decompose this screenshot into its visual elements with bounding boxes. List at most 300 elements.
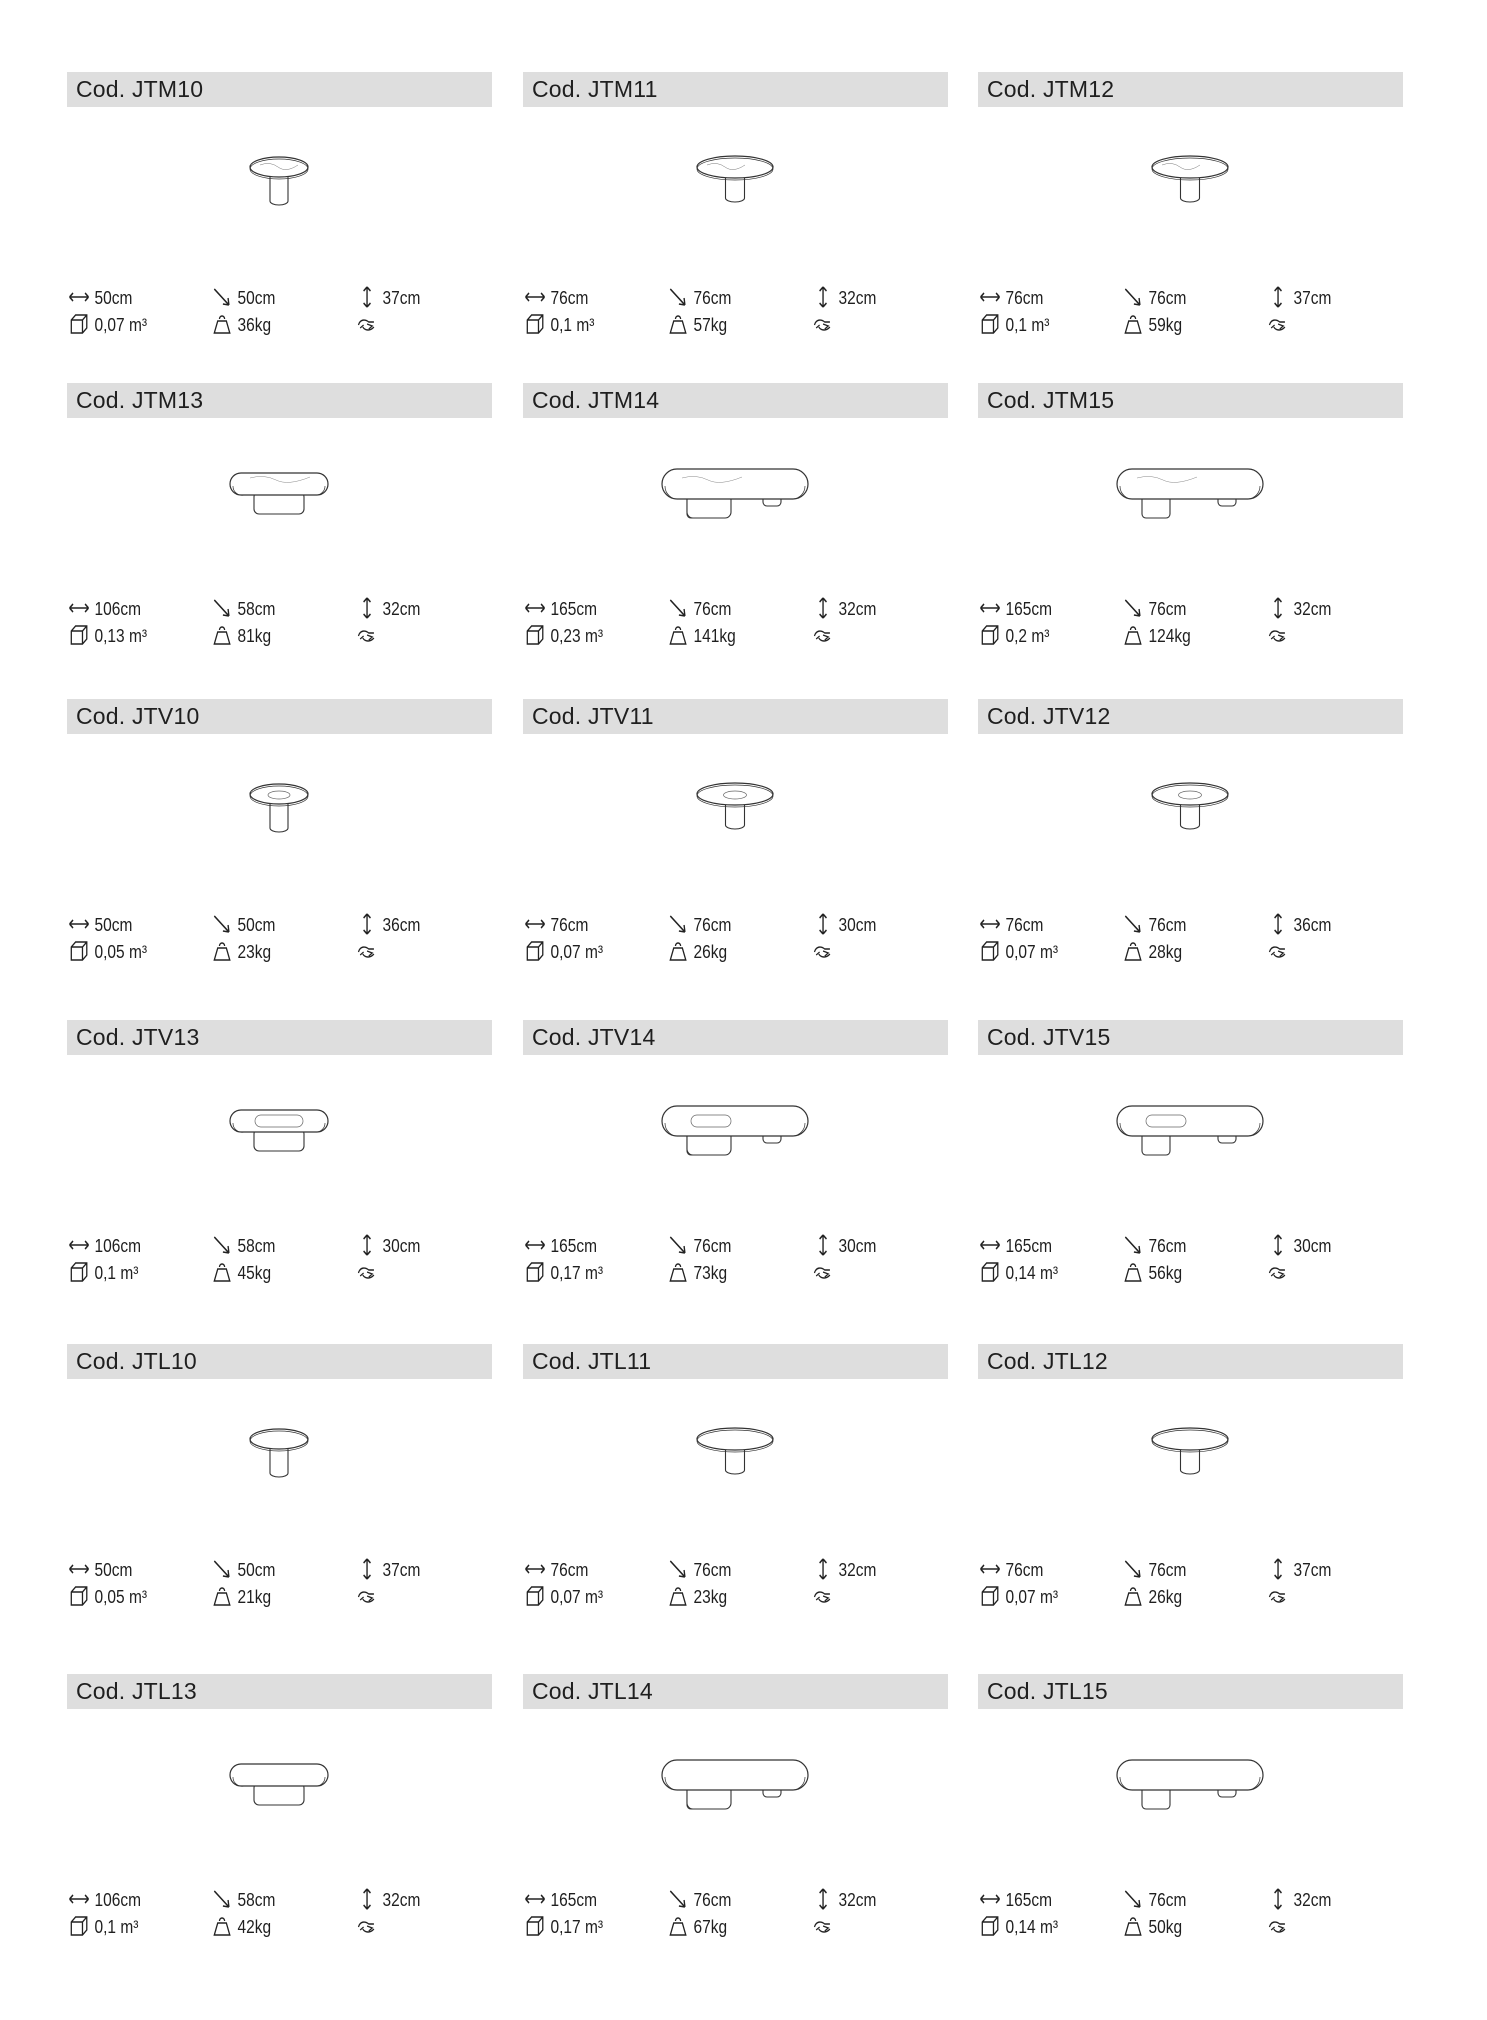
width-spec: [523, 285, 588, 311]
assembly-hand-icon: [811, 1261, 835, 1283]
assembly-hand-icon: [1266, 313, 1290, 335]
width-spec: [978, 912, 1043, 938]
product-card: [67, 1344, 492, 1644]
package-box-icon: [978, 1585, 1002, 1607]
spec-list: [523, 1233, 948, 1289]
depth-value: 50cm: [237, 288, 276, 308]
package-box-icon: [523, 940, 547, 962]
weight-spec: [210, 1584, 271, 1610]
depth-arrow-icon: [210, 286, 234, 308]
depth-value: 76cm: [693, 1560, 732, 1580]
height-value: 32cm: [838, 1890, 877, 1910]
package-box-icon: [67, 1261, 91, 1283]
height-value: 37cm: [382, 1560, 421, 1580]
spec-list: [523, 912, 948, 968]
width-arrow-icon: [523, 286, 547, 308]
height-spec: [1266, 912, 1331, 938]
weight-icon: [210, 1261, 234, 1283]
depth-value: 76cm: [693, 1236, 732, 1256]
spec-list: [523, 285, 948, 341]
width-arrow-icon: [978, 1558, 1002, 1580]
package-box-icon: [67, 1915, 91, 1937]
volume-spec: [67, 1914, 138, 1940]
weight-icon: [1121, 624, 1145, 646]
weight-spec: [210, 312, 271, 338]
weight-spec: [210, 1260, 271, 1286]
package-box-icon: [67, 1585, 91, 1607]
volume-spec: [67, 1260, 138, 1286]
depth-spec: [1121, 285, 1186, 311]
depth-value: 76cm: [1148, 915, 1187, 935]
assembly-spec: [1266, 1584, 1294, 1610]
height-arrow-icon: [811, 597, 835, 619]
depth-spec: [1121, 596, 1186, 622]
depth-arrow-icon: [1121, 1558, 1145, 1580]
height-arrow-icon: [355, 286, 379, 308]
product-code: Cod. JTM14: [523, 383, 948, 418]
volume-spec: [523, 1914, 603, 1940]
depth-value: 58cm: [237, 599, 276, 619]
table-drawing: [67, 1399, 492, 1539]
package-box-icon: [523, 313, 547, 335]
height-value: 32cm: [838, 288, 877, 308]
depth-spec: [210, 1887, 275, 1913]
spec-list: [67, 1233, 492, 1289]
assembly-spec: [355, 1260, 383, 1286]
product-card: [978, 383, 1403, 683]
width-value: 106cm: [94, 1890, 141, 1910]
height-spec: [355, 1557, 420, 1583]
weight-icon: [666, 940, 690, 962]
volume-value: 0,17 m³: [550, 1917, 604, 1937]
width-spec: [978, 596, 1052, 622]
package-box-icon: [67, 313, 91, 335]
assembly-hand-icon: [355, 940, 379, 962]
width-arrow-icon: [978, 913, 1002, 935]
width-arrow-icon: [523, 913, 547, 935]
spec-list: [978, 1887, 1403, 1943]
assembly-hand-icon: [355, 624, 379, 646]
height-arrow-icon: [355, 913, 379, 935]
width-value: 50cm: [94, 1560, 133, 1580]
height-value: 36cm: [382, 915, 421, 935]
product-card: [67, 699, 492, 999]
assembly-spec: [355, 1914, 383, 1940]
volume-value: 0,14 m³: [1005, 1263, 1059, 1283]
spec-list: [67, 912, 492, 968]
height-value: 32cm: [382, 599, 421, 619]
weight-value: 23kg: [693, 1587, 728, 1607]
height-spec: [1266, 1557, 1331, 1583]
product-code: Cod. JTM11: [523, 72, 948, 107]
width-arrow-icon: [523, 597, 547, 619]
volume-value: 0,07 m³: [1005, 942, 1059, 962]
assembly-spec: [811, 623, 839, 649]
depth-arrow-icon: [1121, 286, 1145, 308]
height-value: 30cm: [838, 915, 877, 935]
table-drawing: [978, 127, 1403, 267]
assembly-spec: [1266, 1260, 1294, 1286]
weight-value: 73kg: [693, 1263, 728, 1283]
width-value: 76cm: [1005, 1560, 1044, 1580]
weight-spec: [666, 623, 736, 649]
depth-spec: [210, 596, 275, 622]
width-value: 165cm: [1005, 1890, 1052, 1910]
volume-spec: [523, 1584, 603, 1610]
volume-spec: [67, 1584, 147, 1610]
assembly-hand-icon: [355, 1261, 379, 1283]
weight-value: 23kg: [237, 942, 272, 962]
depth-value: 76cm: [1148, 1236, 1187, 1256]
volume-value: 0,07 m³: [550, 1587, 604, 1607]
weight-icon: [666, 1261, 690, 1283]
weight-icon: [666, 1915, 690, 1937]
table-drawing: [978, 1075, 1403, 1215]
depth-arrow-icon: [210, 913, 234, 935]
package-box-icon: [523, 1585, 547, 1607]
width-arrow-icon: [978, 286, 1002, 308]
volume-value: 0,05 m³: [94, 1587, 148, 1607]
height-spec: [1266, 1887, 1331, 1913]
assembly-spec: [1266, 312, 1294, 338]
spec-list: [67, 596, 492, 652]
weight-icon: [666, 624, 690, 646]
assembly-spec: [811, 1260, 839, 1286]
height-arrow-icon: [355, 1234, 379, 1256]
assembly-spec: [1266, 939, 1294, 965]
depth-spec: [210, 1233, 275, 1259]
depth-spec: [1121, 1887, 1186, 1913]
weight-icon: [666, 313, 690, 335]
product-code: Cod. JTV10: [67, 699, 492, 734]
depth-value: 50cm: [237, 1560, 276, 1580]
width-arrow-icon: [67, 1888, 91, 1910]
product-card: [523, 699, 948, 999]
volume-spec: [523, 1260, 603, 1286]
height-spec: [355, 285, 420, 311]
height-value: 37cm: [1293, 1560, 1332, 1580]
table-drawing: [523, 1075, 948, 1215]
spec-list: [978, 1557, 1403, 1613]
weight-icon: [210, 624, 234, 646]
weight-spec: [666, 1914, 727, 1940]
depth-spec: [666, 596, 731, 622]
weight-spec: [1121, 623, 1191, 649]
height-spec: [1266, 1233, 1331, 1259]
weight-spec: [210, 623, 271, 649]
width-spec: [67, 1887, 141, 1913]
height-value: 30cm: [382, 1236, 421, 1256]
spec-list: [67, 1557, 492, 1613]
width-arrow-icon: [67, 597, 91, 619]
width-spec: [523, 1233, 597, 1259]
depth-value: 76cm: [693, 915, 732, 935]
assembly-spec: [1266, 623, 1294, 649]
volume-value: 0,2 m³: [1005, 626, 1050, 646]
height-spec: [355, 1887, 420, 1913]
height-arrow-icon: [811, 1558, 835, 1580]
weight-icon: [1121, 1585, 1145, 1607]
product-card: [978, 1020, 1403, 1320]
depth-spec: [210, 1557, 275, 1583]
width-value: 106cm: [94, 1236, 141, 1256]
width-value: 165cm: [550, 599, 597, 619]
weight-icon: [210, 940, 234, 962]
height-spec: [1266, 285, 1331, 311]
product-card: [67, 1674, 492, 1974]
assembly-spec: [811, 1914, 839, 1940]
height-spec: [1266, 596, 1331, 622]
volume-value: 0,1 m³: [94, 1263, 139, 1283]
volume-spec: [978, 312, 1049, 338]
depth-spec: [666, 1887, 731, 1913]
weight-value: 45kg: [237, 1263, 272, 1283]
table-drawing: [523, 754, 948, 894]
package-box-icon: [523, 1915, 547, 1937]
assembly-hand-icon: [811, 1915, 835, 1937]
volume-spec: [978, 1914, 1058, 1940]
package-box-icon: [978, 624, 1002, 646]
depth-spec: [666, 912, 731, 938]
depth-arrow-icon: [666, 1888, 690, 1910]
spec-list: [978, 596, 1403, 652]
product-code: Cod. JTV12: [978, 699, 1403, 734]
depth-value: 58cm: [237, 1236, 276, 1256]
height-arrow-icon: [355, 1558, 379, 1580]
table-drawing: [67, 754, 492, 894]
width-spec: [67, 912, 132, 938]
weight-value: 26kg: [693, 942, 728, 962]
width-spec: [67, 596, 141, 622]
volume-value: 0,1 m³: [550, 315, 595, 335]
width-spec: [67, 1233, 141, 1259]
volume-spec: [523, 939, 603, 965]
assembly-hand-icon: [1266, 624, 1290, 646]
table-drawing: [67, 127, 492, 267]
width-spec: [978, 1557, 1043, 1583]
width-arrow-icon: [67, 1558, 91, 1580]
height-spec: [811, 1233, 876, 1259]
width-value: 50cm: [94, 288, 133, 308]
weight-spec: [1121, 1914, 1182, 1940]
width-spec: [523, 1557, 588, 1583]
volume-value: 0,05 m³: [94, 942, 148, 962]
depth-spec: [666, 1233, 731, 1259]
weight-value: 57kg: [693, 315, 728, 335]
table-drawing: [978, 754, 1403, 894]
product-code: Cod. JTV14: [523, 1020, 948, 1055]
table-drawing: [67, 1729, 492, 1869]
weight-value: 81kg: [237, 626, 272, 646]
product-code: Cod. JTM15: [978, 383, 1403, 418]
height-value: 30cm: [1293, 1236, 1332, 1256]
assembly-hand-icon: [1266, 1915, 1290, 1937]
package-box-icon: [523, 1261, 547, 1283]
width-value: 76cm: [550, 915, 589, 935]
weight-spec: [210, 1914, 271, 1940]
product-card: [978, 1344, 1403, 1644]
spec-list: [523, 1887, 948, 1943]
assembly-spec: [811, 1584, 839, 1610]
package-box-icon: [978, 1915, 1002, 1937]
depth-arrow-icon: [666, 286, 690, 308]
volume-value: 0,14 m³: [1005, 1917, 1059, 1937]
weight-spec: [666, 312, 727, 338]
height-spec: [355, 1233, 420, 1259]
height-value: 32cm: [1293, 1890, 1332, 1910]
table-drawing: [523, 1729, 948, 1869]
height-value: 36cm: [1293, 915, 1332, 935]
weight-icon: [210, 313, 234, 335]
product-code: Cod. JTL11: [523, 1344, 948, 1379]
height-spec: [811, 285, 876, 311]
height-arrow-icon: [1266, 913, 1290, 935]
weight-spec: [666, 939, 727, 965]
width-value: 165cm: [550, 1890, 597, 1910]
depth-arrow-icon: [210, 1558, 234, 1580]
product-card: [978, 1674, 1403, 1974]
spec-list: [523, 596, 948, 652]
depth-value: 76cm: [1148, 288, 1187, 308]
assembly-spec: [811, 312, 839, 338]
width-spec: [523, 596, 597, 622]
height-arrow-icon: [1266, 1558, 1290, 1580]
height-spec: [811, 912, 876, 938]
product-code: Cod. JTV15: [978, 1020, 1403, 1055]
depth-arrow-icon: [1121, 1234, 1145, 1256]
height-spec: [355, 596, 420, 622]
volume-spec: [978, 623, 1049, 649]
depth-spec: [1121, 1233, 1186, 1259]
height-arrow-icon: [1266, 286, 1290, 308]
weight-value: 67kg: [693, 1917, 728, 1937]
depth-value: 76cm: [1148, 1890, 1187, 1910]
package-box-icon: [67, 940, 91, 962]
height-spec: [811, 1887, 876, 1913]
volume-value: 0,07 m³: [1005, 1587, 1059, 1607]
package-box-icon: [978, 940, 1002, 962]
width-value: 76cm: [550, 1560, 589, 1580]
spec-list: [978, 285, 1403, 341]
volume-spec: [67, 312, 147, 338]
volume-spec: [978, 1584, 1058, 1610]
height-arrow-icon: [1266, 597, 1290, 619]
product-card: [523, 383, 948, 683]
depth-spec: [1121, 1557, 1186, 1583]
weight-icon: [1121, 1915, 1145, 1937]
depth-arrow-icon: [210, 1234, 234, 1256]
table-drawing: [523, 127, 948, 267]
width-arrow-icon: [978, 1234, 1002, 1256]
depth-spec: [666, 285, 731, 311]
spec-list: [67, 1887, 492, 1943]
volume-spec: [67, 623, 147, 649]
product-code: Cod. JTL12: [978, 1344, 1403, 1379]
weight-value: 59kg: [1148, 315, 1183, 335]
package-box-icon: [978, 313, 1002, 335]
weight-icon: [210, 1585, 234, 1607]
width-spec: [67, 1557, 132, 1583]
volume-value: 0,1 m³: [1005, 315, 1050, 335]
assembly-hand-icon: [811, 1585, 835, 1607]
volume-spec: [67, 939, 147, 965]
width-spec: [978, 1887, 1052, 1913]
product-code: Cod. JTM10: [67, 72, 492, 107]
assembly-spec: [355, 623, 383, 649]
weight-spec: [666, 1260, 727, 1286]
package-box-icon: [67, 624, 91, 646]
spec-list: [978, 912, 1403, 968]
product-card: [978, 72, 1403, 372]
weight-value: 21kg: [237, 1587, 272, 1607]
depth-value: 76cm: [1148, 599, 1187, 619]
depth-arrow-icon: [1121, 1888, 1145, 1910]
width-value: 165cm: [1005, 1236, 1052, 1256]
product-code: Cod. JTL15: [978, 1674, 1403, 1709]
depth-arrow-icon: [1121, 913, 1145, 935]
width-arrow-icon: [67, 286, 91, 308]
package-box-icon: [523, 624, 547, 646]
product-card: [67, 383, 492, 683]
weight-spec: [1121, 1260, 1182, 1286]
assembly-hand-icon: [811, 624, 835, 646]
depth-value: 76cm: [693, 599, 732, 619]
weight-spec: [1121, 939, 1182, 965]
height-arrow-icon: [811, 1234, 835, 1256]
product-card: [67, 72, 492, 372]
height-arrow-icon: [1266, 1234, 1290, 1256]
spec-list: [978, 1233, 1403, 1289]
product-card: [978, 699, 1403, 999]
assembly-hand-icon: [811, 940, 835, 962]
assembly-spec: [811, 939, 839, 965]
spec-list: [67, 285, 492, 341]
volume-spec: [523, 312, 594, 338]
volume-value: 0,17 m³: [550, 1263, 604, 1283]
weight-spec: [210, 939, 271, 965]
depth-arrow-icon: [666, 913, 690, 935]
width-arrow-icon: [523, 1558, 547, 1580]
depth-arrow-icon: [210, 597, 234, 619]
product-code: Cod. JTM13: [67, 383, 492, 418]
table-drawing: [978, 1399, 1403, 1539]
height-arrow-icon: [811, 286, 835, 308]
product-code: Cod. JTV13: [67, 1020, 492, 1055]
table-drawing: [978, 438, 1403, 578]
height-value: 37cm: [382, 288, 421, 308]
product-card: [523, 1674, 948, 1974]
depth-spec: [1121, 912, 1186, 938]
width-arrow-icon: [523, 1888, 547, 1910]
weight-value: 28kg: [1148, 942, 1183, 962]
height-value: 32cm: [1293, 599, 1332, 619]
depth-value: 76cm: [693, 288, 732, 308]
height-value: 32cm: [838, 599, 877, 619]
package-box-icon: [978, 1261, 1002, 1283]
width-value: 165cm: [1005, 599, 1052, 619]
table-drawing: [978, 1729, 1403, 1869]
height-spec: [811, 596, 876, 622]
table-drawing: [523, 438, 948, 578]
weight-value: 42kg: [237, 1917, 272, 1937]
product-code: Cod. JTL10: [67, 1344, 492, 1379]
weight-icon: [210, 1915, 234, 1937]
table-drawing: [523, 1399, 948, 1539]
width-value: 76cm: [1005, 915, 1044, 935]
assembly-hand-icon: [1266, 1261, 1290, 1283]
product-code: Cod. JTM12: [978, 72, 1403, 107]
weight-value: 141kg: [693, 626, 736, 646]
